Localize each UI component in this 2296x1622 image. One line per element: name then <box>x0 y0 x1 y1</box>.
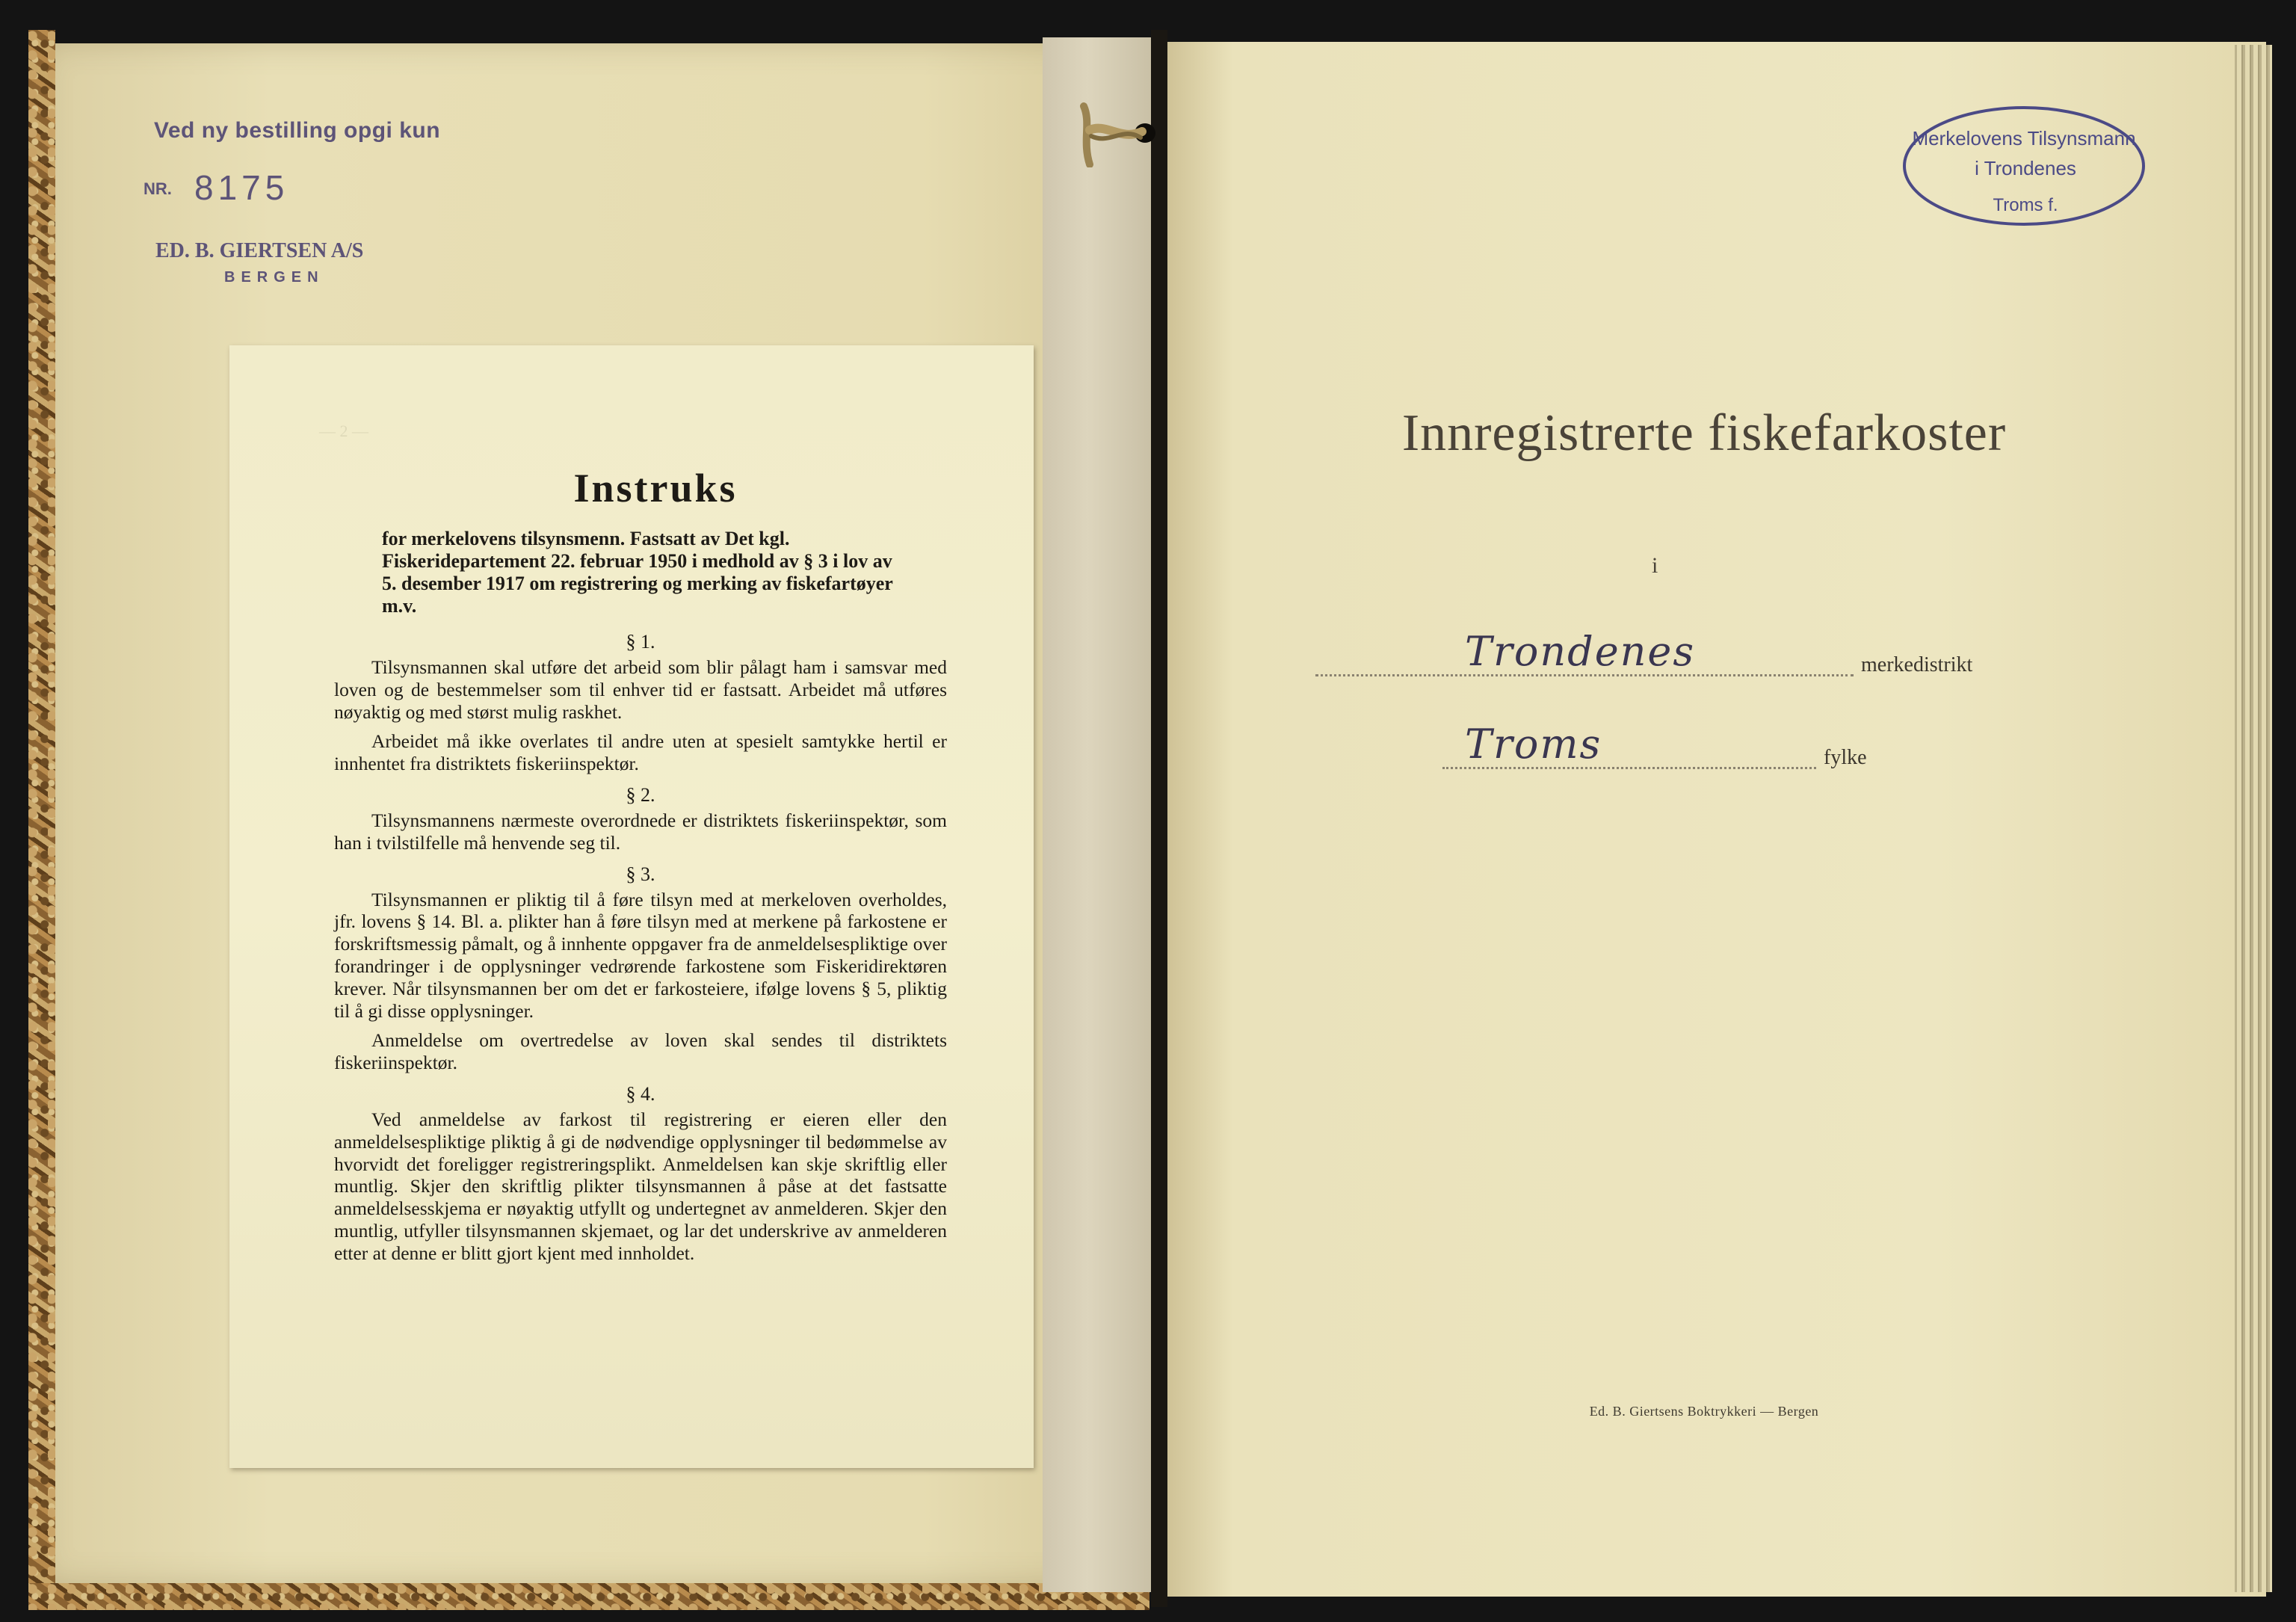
district-label: merkedistrikt <box>1861 653 1973 676</box>
county-field <box>1442 721 1966 771</box>
district-handwriting: Trondenes <box>1465 628 1696 675</box>
official-oval-stamp <box>1897 99 2151 233</box>
printer-imprint: Ed. B. Giertsens Boktrykkeri — Bergen <box>1589 1404 1819 1419</box>
book-gutter <box>1151 30 1167 1607</box>
section-heading: § 4. <box>626 1082 655 1105</box>
instruction-sheet <box>229 345 1034 1468</box>
section-heading: § 2. <box>626 783 655 806</box>
section-paragraph: Tilsynsmannen er pliktig til å føre tilsyn med at merkeloven overholdes, jfr. lovens § 14. Bl. a. plikter han å føre tilsyn med at merkene på farkostene er forskriftsmessig påmalt, og å innhente oppgaver fra de anmeldelsespliktige over forandringer i de opplysninger vedrørende farkostene som Fiskeridirektøren krever. Når tilsynsmannen ber om det er farkosteiere, ifølge lovens § 5, pliktig til å gi disse opplysninger. <box>334 888 947 1022</box>
order-line: Ved ny bestilling opgi kun <box>154 118 441 143</box>
section-heading: § 1. <box>626 631 655 653</box>
section-paragraph: Arbeidet må ikke overlates til andre uten at spesielt samtykke hertil er innhentet fra distriktets fiskeriinspektør. <box>334 730 947 775</box>
oval-stamp-line1: Merkelovens Tilsynsmann <box>1912 127 2136 149</box>
county-label: fylke <box>1824 746 1867 769</box>
section-paragraph: Anmeldelse om overtredelse av loven skal sendes til distriktets fiskeriinspektør. <box>334 1029 947 1074</box>
nr-label: NR. <box>144 179 172 198</box>
district-dotted-line <box>1315 674 1854 676</box>
register-title: Innregistrerte fiskefarkoster <box>1401 404 2007 462</box>
nr-value: 8175 <box>194 168 289 207</box>
county-handwriting: Troms <box>1465 721 1602 768</box>
district-field <box>1315 628 2025 680</box>
supplier-city: BERGEN <box>224 269 324 286</box>
oval-stamp-line2: i Trondenes <box>1975 157 2076 179</box>
instruction-title: Instruks <box>573 466 738 511</box>
section-paragraph: Ved anmeldelse av farkost til registrering er eieren eller den anmeldelsespliktige pliktig å gi de nødvendige opplysninger til bedømmelse av hvorvidt det foreligger registreringsplikt. Anmeldelsen kan skje skriftlig eller muntlig. Skjer den skriftlig plikter tilsynsmannen å påse at det fastsatte anmeldelsesskjema er nøyaktig utfyllt og undertegnet av anmelderen. Skjer den muntlig, utfyller tilsynsmannen skjemaet, og lar det underskrive av anmelderen etter at denne er blitt gjort kjent med innholdet. <box>334 1108 947 1264</box>
instruction-text <box>334 465 947 1265</box>
section-paragraph: Tilsynsmannen skal utføre det arbeid som blir pålagt ham i samsvar med loven og de bestemmelser som til enhver tid er fastsatt. Arbeidet må utføres nøyaktig og med størst mulig raskhet. <box>334 656 947 723</box>
marbled-edge-bottom <box>28 1583 1149 1610</box>
supplier-stamp <box>120 112 493 299</box>
instruction-intro: for merkelovens tilsynsmenn. Fastsatt av Det kgl. Fiskeridepartement 22. februar 1950 i medhold av § 3 i lov av 5. desember 1917 om registrering og merking av fiskefartøyer m.v. <box>382 528 893 617</box>
section-paragraph: Tilsynsmannens nærmeste overordnede er distriktets fiskeriinspektør, som han i tvilstilfelle må henvende seg til. <box>334 809 947 854</box>
preposition-i: i <box>1652 553 1658 578</box>
oval-stamp-line3: Troms f. <box>1993 195 2058 215</box>
binding-string-icon <box>1076 100 1158 167</box>
page-edges <box>2235 45 2272 1592</box>
supplier-firm: ED. B. GIERTSEN A/S <box>155 239 364 262</box>
marbled-edge-left <box>28 30 55 1592</box>
title-page <box>1167 42 2266 1597</box>
county-dotted-line <box>1442 767 1816 769</box>
bleed-through-heading <box>1570 96 1576 127</box>
bleed-through-text: — 2 — <box>319 422 368 440</box>
section-heading: § 3. <box>626 863 655 885</box>
binding-cloth <box>1043 37 1155 1592</box>
